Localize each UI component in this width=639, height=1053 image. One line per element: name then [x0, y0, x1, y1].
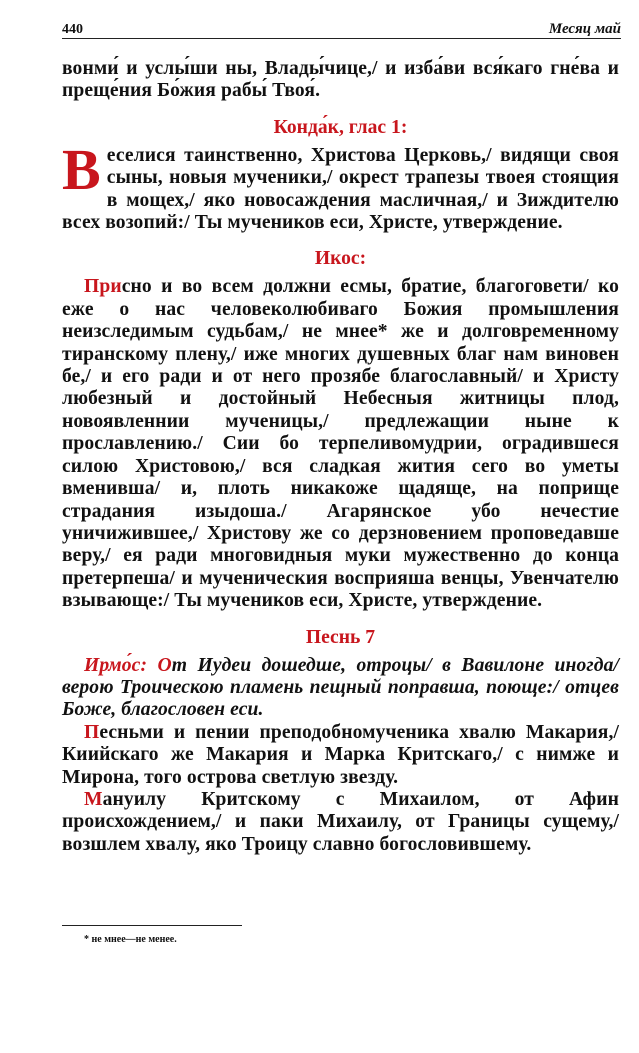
running-title: Месяц май	[548, 21, 621, 37]
ikos-first-letters: При	[84, 276, 122, 298]
main-text	[62, 58, 619, 856]
troparion-1	[62, 722, 619, 789]
kondak-heading: Конда́к, глас 1:	[273, 116, 408, 138]
troparion-2-text: ануилу Критскому с Михаилом, от Афин происхождением,/ и паки Михаилу, от Границы сущему,/ возшлем хвалу, яко Троицу славно богословившему.	[62, 788, 619, 855]
irmos-text: т Иудеи дошедше, отроцы/ в Вавилоне иногда/ верою Троическою пламень пещный поправша, поюще:/ отцев Боже, благословен еси.	[62, 654, 620, 721]
kondak-paragraph	[62, 136, 619, 235]
continuation-paragraph: вонми́ и услы́ши ны, Влады́чице,/ и изба́ви вся́каго гне́ва и преще́ния Бо́жия рабы́ Твоя́.	[62, 58, 619, 102]
ikos-paragraph	[62, 276, 619, 612]
ikos-text: сно и во всем должни есмы, братие, благоговети/ ко еже о нас человеколюбиваго Божия промышления неизследимым судьбам,/ не мнее* же и долговременному тиранскому плену,/ иже многих душевных благ нам виновен бе,/ и его ради и от него прозябе благославный/ и Христу любезный и достойный Небесныя житницы плод, новоявленнии мученицы,/ предлежащии ныне к прославлению./ Сии бо терпеливомудрии, оградившеся силою Христовою,/ вся сладкая жития сего во уметы вменивша/ и, плоть никакоже щадяще, на поприще страдания изыдоша./ Агарянское убо нечестие уничижившее,/ Христову же со дерзновением проповедавше веру,/ ея ради многовидныя муки мужественно до конца претерпеша/ и мученическия восприяша венцы, Увенчателю взывающе:/ Ты мучеников еси, Христе, утверждение.	[62, 276, 619, 612]
footnote	[62, 925, 242, 945]
troparion-1-text: есньми и пении преподобномученика хвалю Макария,/ Киийскаго же Макария и Марка Критскаго,/ с нимже и Мирона, того острова светлую звезду.	[62, 721, 619, 788]
kondak-dropcap: В	[62, 136, 101, 202]
ode-heading: Песнь 7	[305, 626, 376, 648]
irmos-paragraph	[62, 655, 619, 722]
troparion-2-first: М	[84, 788, 103, 810]
troparion-2	[62, 789, 619, 856]
troparion-1-first: П	[84, 721, 100, 743]
page-number: 440	[62, 22, 83, 37]
footnote-text: * не мнее—не менее.	[84, 934, 177, 945]
running-header	[62, 14, 621, 39]
ikos-heading: Икос:	[314, 248, 367, 270]
irmos-label: Ирмо́с: О	[84, 654, 172, 676]
kondak-text: еселися таинственно, Христова Церковь,/ видящи своя сыны, новыя мученики,/ окрест трапезы твоея стоящия в мощех,/ яко новосаждения масличная,/ и Зиждителю всех возопий:/ Ты мучеников еси, Христе, утверждение.	[62, 144, 619, 234]
